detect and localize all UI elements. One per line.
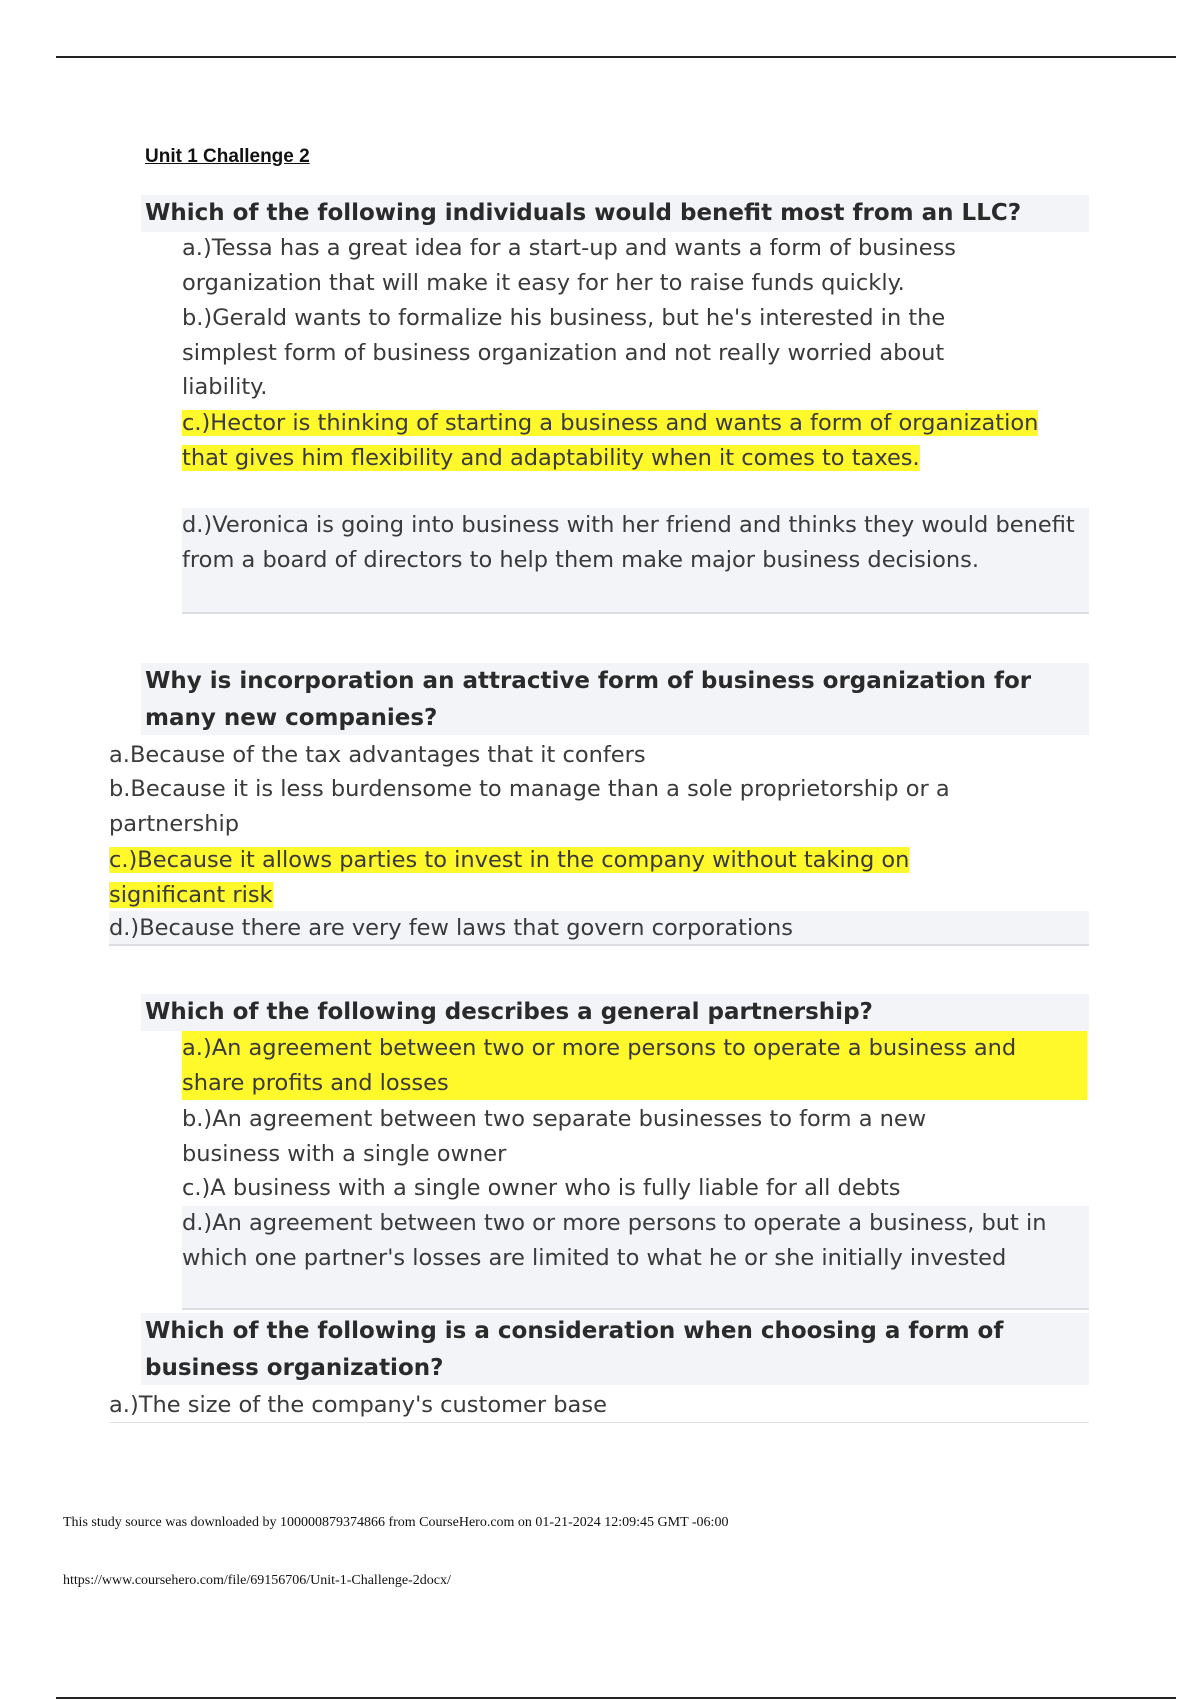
q2-answer-highlight: c.)Because it allows parties to invest in the company without taking on significant risk — [109, 847, 910, 908]
question-4-prompt: Which of the following is a consideration when choosing a form of business organization? — [141, 1313, 1089, 1385]
q2-option-c — [109, 843, 1009, 912]
q2-option-a: a.Because of the tax advantages that it confers — [109, 742, 646, 768]
q1-option-a: a.)Tessa has a great idea for a start-up and wants a form of business organization that will make it easy for her to raise funds quickly. — [182, 235, 957, 296]
question-1-prompt: Which of the following individuals would benefit most from an LLC? — [141, 195, 1089, 232]
q2-option-b: b.Because it is less burdensome to manage than a sole proprietorship or a partnership — [109, 776, 950, 837]
download-note: This study source was downloaded by 100000879374866 from CourseHero.com on 01-21-2024 12:09:45 GMT -06:00 — [63, 1515, 729, 1530]
q1-option-b: b.)Gerald wants to formalize his business, but he's interested in the simplest form of business organization and not really worried about liability. — [182, 305, 946, 400]
source-url: https://www.coursehero.com/file/69156706/Unit-1-Challenge-2docx/ — [63, 1573, 451, 1588]
q3-option-a: a.)An agreement between two or more persons to operate a business and share profits and losses — [182, 1031, 1087, 1100]
q1-answer-highlight: c.)Hector is thinking of starting a business and wants a form of organization that gives him flexibility and adaptability when it comes to taxes. — [182, 410, 1039, 471]
q4-option-a: a.)The size of the company's customer base — [109, 1388, 1089, 1423]
q3-option-c: c.)A business with a single owner who is fully liable for all debts — [182, 1175, 901, 1201]
question-3-prompt: Which of the following describes a general partnership? — [141, 994, 1089, 1031]
q3-option-d: d.)An agreement between two or more persons to operate a business, but in which one partner's losses are limited to what he or she initially invested — [182, 1206, 1089, 1310]
top-rule — [56, 56, 1176, 58]
q1-option-d: d.)Veronica is going into business with her friend and thinks they would benefit from a board of directors to help them make major business decisions. — [182, 508, 1089, 614]
q2-option-d: d.)Because there are very few laws that govern corporations — [109, 911, 1089, 946]
document-title: Unit 1 Challenge 2 — [145, 146, 310, 167]
question-2-prompt: Why is incorporation an attractive form of business organization for many new companies? — [141, 663, 1089, 735]
q1-option-c — [182, 406, 1082, 475]
bottom-rule — [56, 1697, 1176, 1699]
q3-option-b: b.)An agreement between two separate businesses to form a new business with a single owner — [182, 1106, 927, 1167]
